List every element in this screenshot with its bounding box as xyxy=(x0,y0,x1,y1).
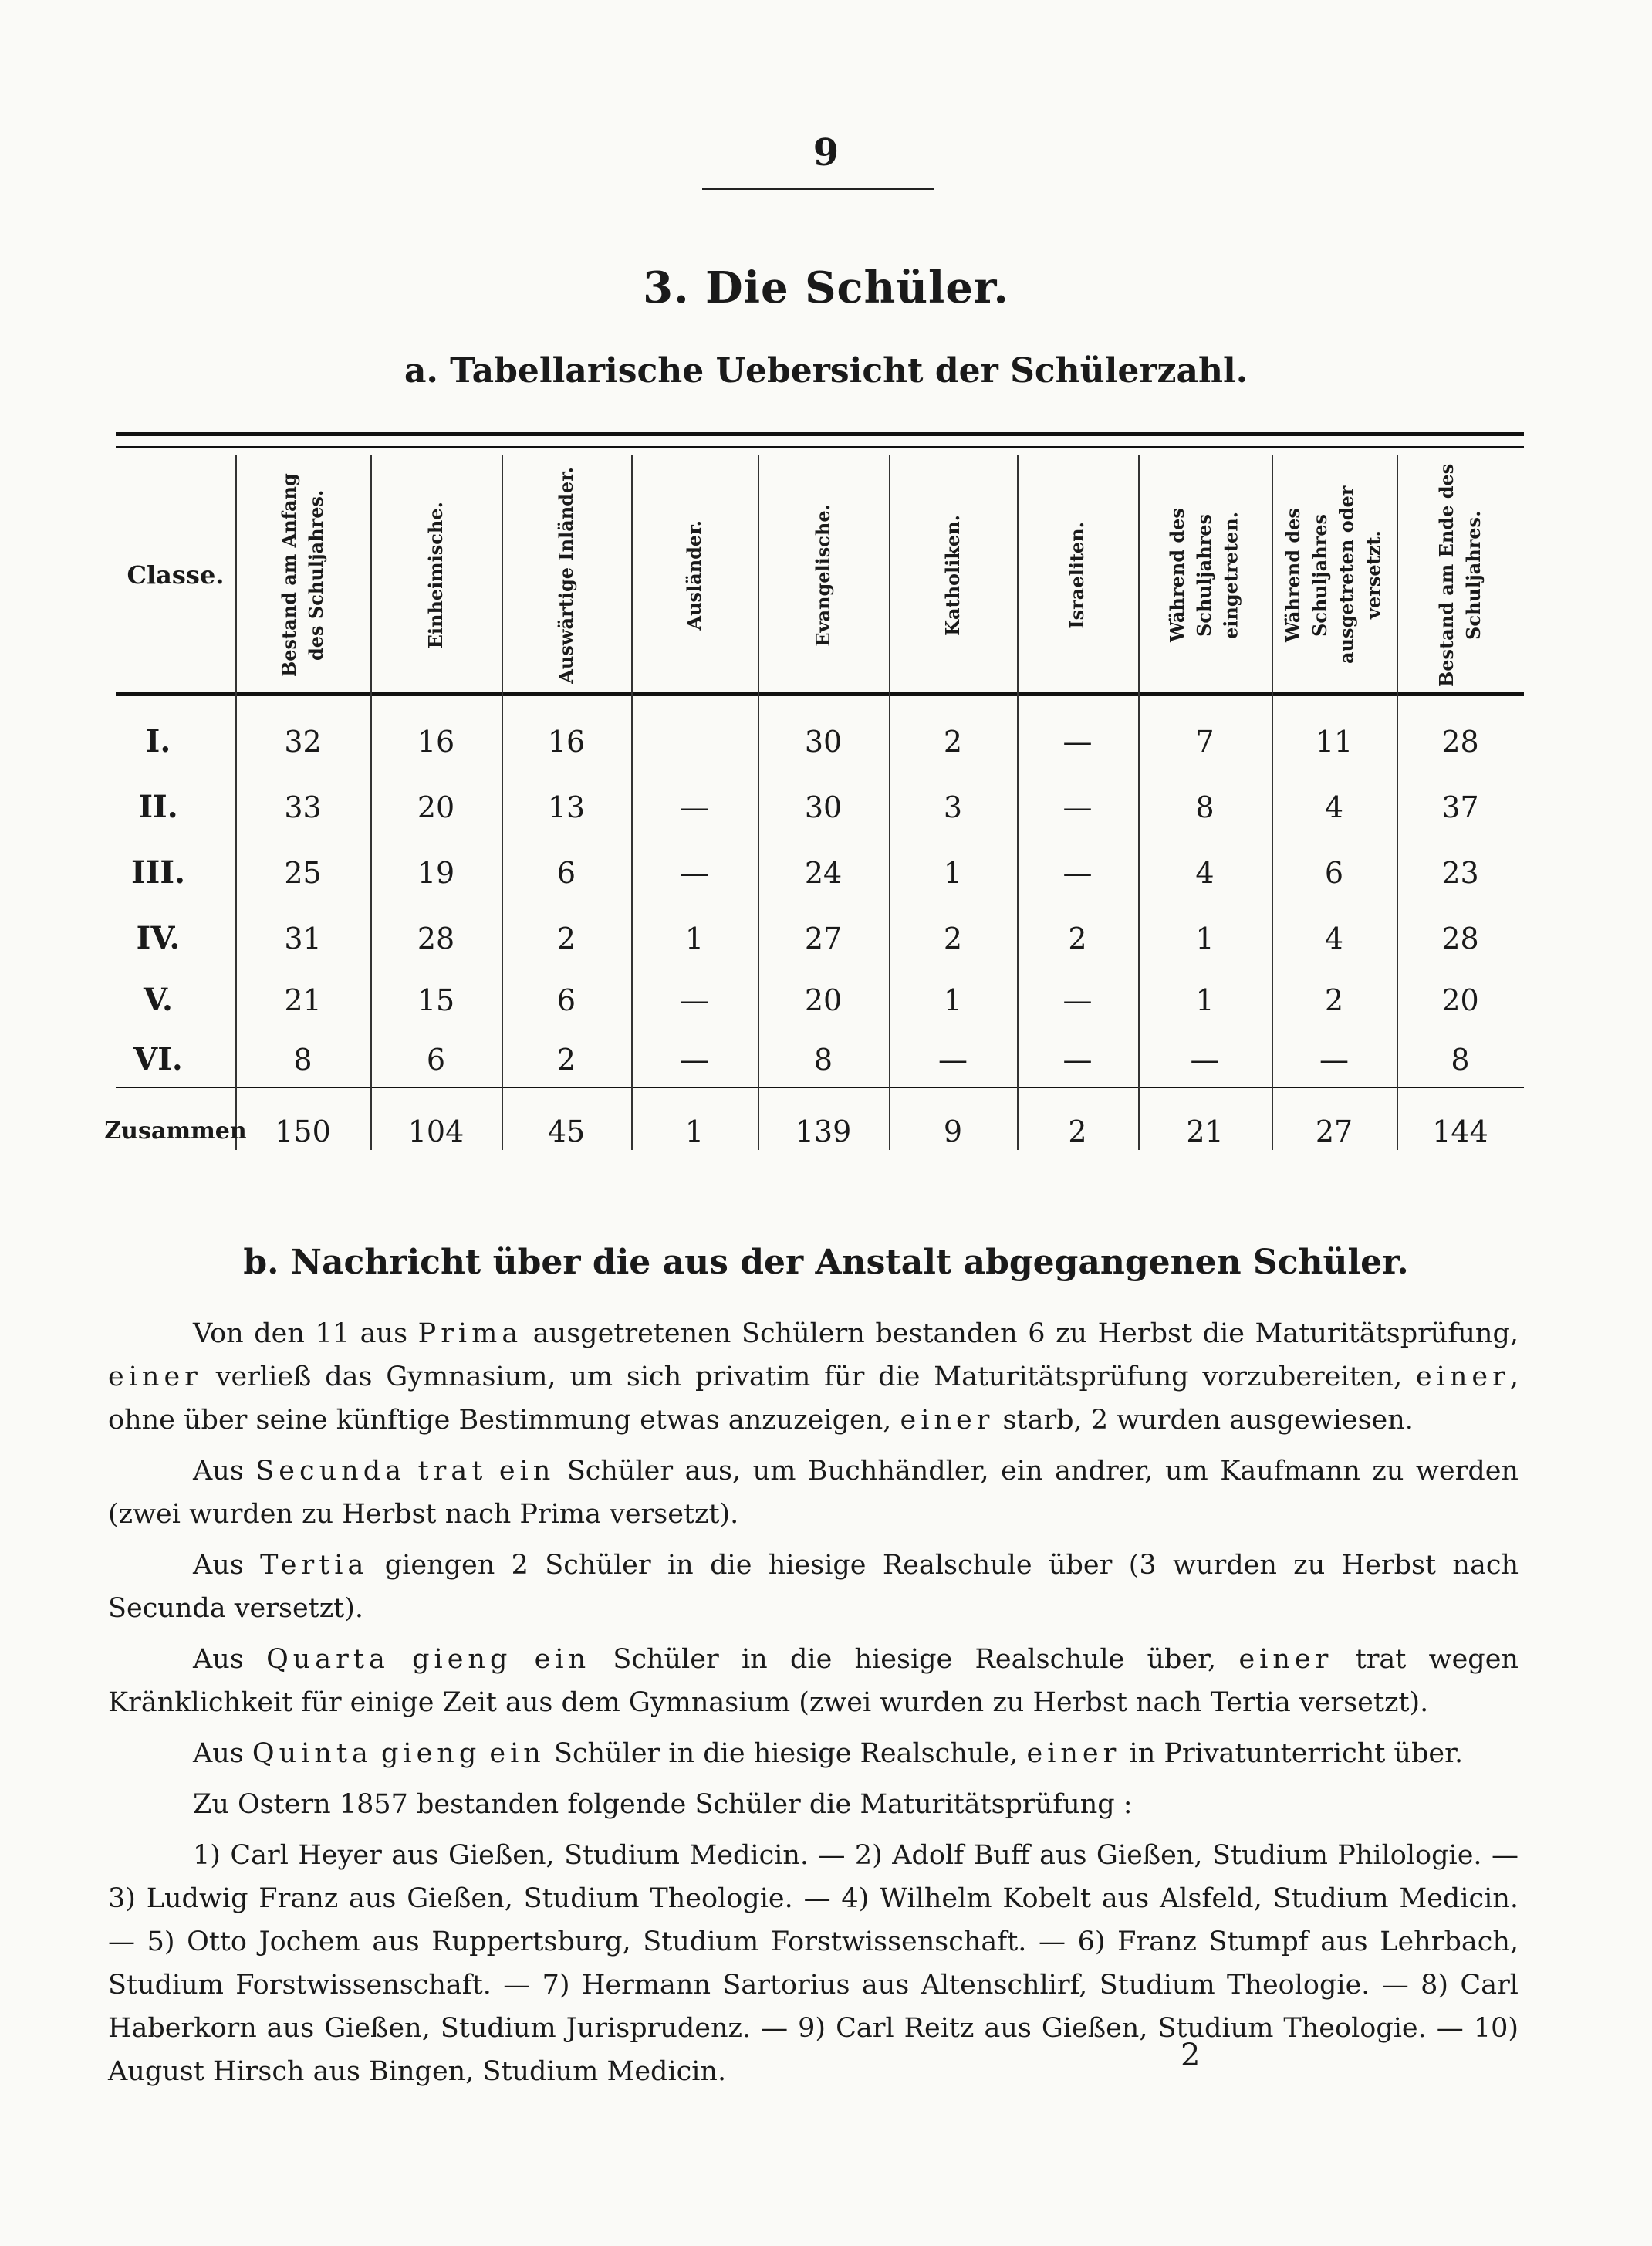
header-eingetreten: Während des Schuljahres eingetreten. xyxy=(1166,508,1242,642)
header-auslaender: Ausländer. xyxy=(682,519,705,631)
header-bestand-ende: Bestand am Ende des Schuljahres. xyxy=(1434,463,1485,687)
header-classe: Classe. xyxy=(127,560,225,590)
paragraph: Aus Quinta gieng ein Schüler in die hiesige Realschule, einer in Privatunterricht über. xyxy=(193,1738,1464,1769)
table-row: I. 32 16 16 30 2 — 7 11 28 xyxy=(145,723,1479,759)
header-ausgetreten: Während des Schuljahres ausgetreten oder versetzt. xyxy=(1282,485,1385,665)
body-text xyxy=(108,1312,1519,2101)
header-auswaertige: Auswärtige Inländer. xyxy=(554,466,577,684)
table-row: II. 33 20 13 — 30 3 — 8 4 37 xyxy=(138,789,1479,825)
table-header-rule xyxy=(116,692,1524,696)
paragraph: Aus Quarta gieng ein Schüler in die hiesige Realschule über, einer trat wegen Kränklichkeit für einige Zeit aus dem Gymnasium (zwei wurden zu Herbst nach Tertia versetzt). xyxy=(108,1644,1519,1718)
header-bestand-anfang: Bestand am Anfang des Schuljahres. xyxy=(277,473,327,677)
subsection-a-title: a. Tabellarische Uebersicht der Schülerzahl. xyxy=(404,351,1248,391)
header-katholiken: Katholiken. xyxy=(941,514,964,636)
table-row: III. 25 19 6 — 24 1 — 4 6 23 xyxy=(130,854,1479,891)
paragraph: Zu Ostern 1857 bestanden folgende Schüler die Maturitätsprüfung : xyxy=(193,1789,1133,1820)
header-israeliten: Israeliten. xyxy=(1066,521,1089,629)
paragraph: Von den 11 aus Prima ausgetretenen Schülern bestanden 6 zu Herbst die Maturitätsprüfung, einer verließ das Gymnasium, um sich privatim für die Maturitätsprüfung vorzubereiten, einer, ohne über seine künftige Bestimmung etwas anzuzeigen, einer starb, 2 wurden ausgewiesen. xyxy=(108,1318,1519,1436)
header-einheimische: Einheimische. xyxy=(424,501,447,649)
page-number: 9 xyxy=(812,131,840,174)
paragraph: Aus Tertia giengen 2 Schüler in die hiesige Realschule über (3 wurden zu Herbst nach Secunda versetzt). xyxy=(108,1550,1519,1624)
page-number-rule xyxy=(702,188,934,190)
table-top-rule xyxy=(116,432,1524,436)
paragraph: Aus Secunda trat ein Schüler aus, um Buchhändler, ein andrer, um Kaufmann zu werden (zwei wurden zu Herbst nach Prima versetzt). xyxy=(108,1456,1519,1530)
header-evangelische: Evangelische. xyxy=(811,503,834,647)
section-title: 3. Die Schüler. xyxy=(643,262,1009,313)
signature-number: 2 xyxy=(1181,2038,1201,2073)
table-total-row: Zusammen 150 104 45 1 139 9 2 21 27 144 xyxy=(104,1114,1488,1148)
table-top-rule-thin xyxy=(116,446,1524,448)
table-row: IV. 31 28 2 1 27 2 2 1 4 28 xyxy=(136,920,1479,956)
subsection-b-title: b. Nachricht über die aus der Anstalt abgegangenen Schüler. xyxy=(243,1243,1409,1282)
table-row: VI. 8 6 2 — 8 — — — — 8 xyxy=(133,1041,1470,1077)
table-row: V. 21 15 6 — 20 1 — 1 2 20 xyxy=(144,982,1479,1018)
paragraph-graduates: 1) Carl Heyer aus Gießen, Studium Medicin. — 2) Adolf Buff aus Gießen, Studium Philologie. — 3) Ludwig Franz aus Gießen, Studium Theologie. — 4) Wilhelm Kobelt aus Alsfeld, Studium Medicin. — 5) Otto Jochem aus Ruppertsburg, Studium Forstwissenschaft. — 6) Franz Stumpf aus Lehrbach, Studium Forstwissenschaft. — 7) Hermann Sartorius aus Altenschlirf, Studium Theologie. — 8) Carl Haberkorn aus Gießen, Studium Jurisprudenz. — 9) Carl Reitz aus Gießen, Studium Theologie. — 10) August Hirsch aus Bingen, Studium Medicin. xyxy=(108,1840,1519,2087)
